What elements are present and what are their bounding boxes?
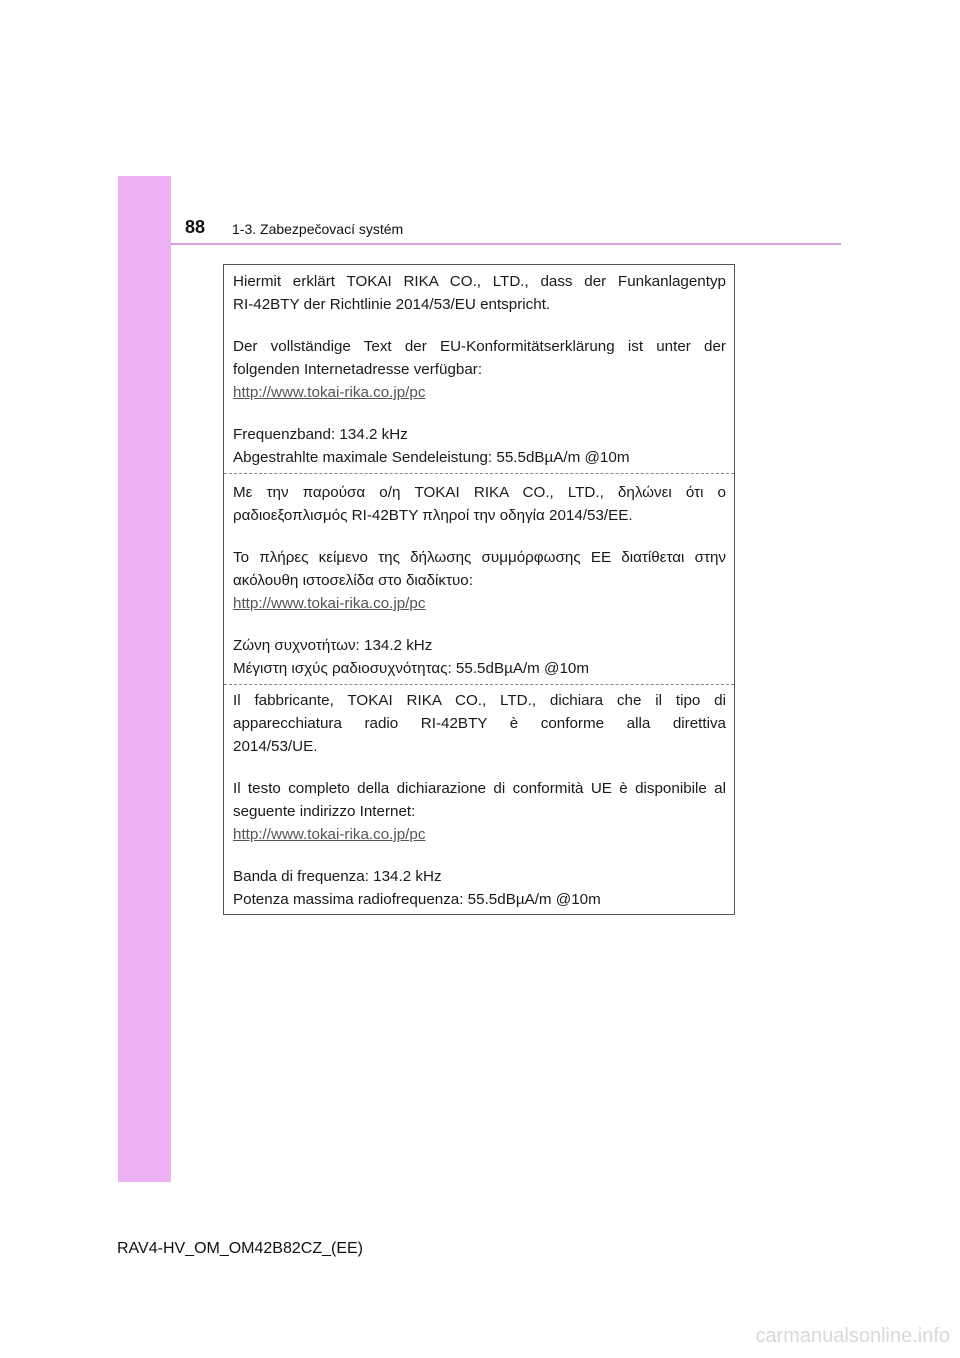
text-line: Der vollständige Text der EU-Konformitätserklärung ist unter der xyxy=(233,338,726,355)
section-title: 1-3. Zabezpečovací systém xyxy=(232,221,404,237)
watermark: carmanualsonline.info xyxy=(755,1325,950,1347)
text-line: Il testo completo della dichiarazione di conformità UE è disponibile al xyxy=(233,780,726,797)
paragraph-intro xyxy=(233,481,726,527)
paragraph-intro xyxy=(233,270,726,316)
declaration-box xyxy=(223,264,735,915)
declaration-link[interactable]: http://www.tokai-rika.co.jp/pc xyxy=(233,826,426,843)
declaration-link[interactable]: http://www.tokai-rika.co.jp/pc xyxy=(233,595,426,612)
paragraph-frequency xyxy=(233,634,726,680)
document-code: RAV4-HV_OM_OM42B82CZ_(EE) xyxy=(117,1240,363,1257)
paragraph-full-text xyxy=(233,335,726,404)
dashed-divider xyxy=(224,473,734,474)
page-number: 88 xyxy=(185,217,206,237)
text-line: Banda di frequenza: 134.2 kHz xyxy=(233,868,442,885)
paragraph-intro xyxy=(233,689,726,758)
text-line: Hiermit erklärt TOKAI RIKA CO., LTD., dass der Funkanlagentyp xyxy=(233,273,726,290)
dashed-divider xyxy=(224,684,734,685)
text-line: Μέγιστη ισχύς ραδιοσυχνότητας: 55.5dBµA/m @10m xyxy=(233,660,590,677)
side-tab-bar xyxy=(118,176,171,1182)
text-line: Με την παρούσα ο/η TOKAI RIKA CO., LTD., δηλώνει ότι ο xyxy=(233,484,726,501)
text-line: Ζώνη συχνοτήτων: 134.2 kHz xyxy=(233,637,433,654)
paragraph-frequency xyxy=(233,423,726,469)
paragraph-full-text xyxy=(233,546,726,615)
header-rule xyxy=(171,243,841,245)
declaration-german xyxy=(224,270,734,469)
text-line: ραδιοεξοπλισμός RI-42BTY πληροί την οδηγία 2014/53/ΕΕ. xyxy=(233,507,633,524)
text-line: Frequenzband: 134.2 kHz xyxy=(233,426,408,443)
text-line: Potenza massima radiofrequenza: 55.5dBµA/m @10m xyxy=(233,891,601,908)
text-line: Abgestrahlte maximale Sendeleistung: 55.5dBµA/m @10m xyxy=(233,449,630,466)
paragraph-frequency xyxy=(233,865,726,911)
paragraph-full-text xyxy=(233,777,726,846)
declaration-italian xyxy=(224,689,734,911)
text-line: ακόλουθη ιστοσελίδα στο διαδίκτυο: xyxy=(233,572,473,589)
text-line: seguente indirizzo Internet: xyxy=(233,803,416,820)
text-line: apparecchiatura radio RI-42BTY è conforme alla direttiva xyxy=(233,715,726,732)
text-line: RI-42BTY der Richtlinie 2014/53/EU entspricht. xyxy=(233,296,551,313)
text-line: Το πλήρες κείμενο της δήλωσης συμμόρφωσης ΕΕ διατίθεται στην xyxy=(233,549,726,566)
declaration-link[interactable]: http://www.tokai-rika.co.jp/pc xyxy=(233,384,426,401)
declaration-greek xyxy=(224,481,734,680)
text-line: Il fabbricante, TOKAI RIKA CO., LTD., dichiara che il tipo di xyxy=(233,692,726,709)
text-line: 2014/53/UE. xyxy=(233,738,318,755)
text-line: folgenden Internetadresse verfügbar: xyxy=(233,361,483,378)
